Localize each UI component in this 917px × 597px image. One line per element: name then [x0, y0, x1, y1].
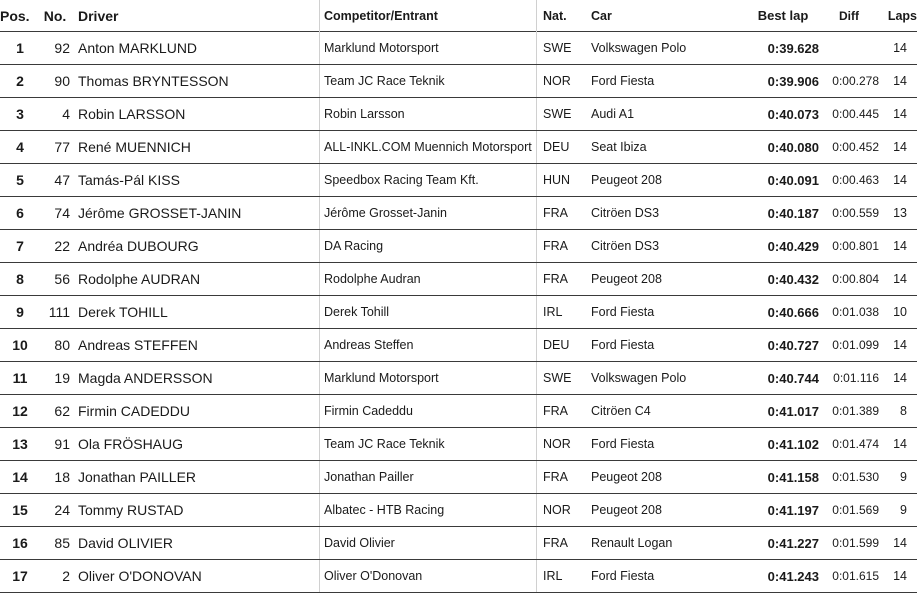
competitor-text: Jérôme Grosset-Janin [324, 206, 447, 220]
cell-nationality: FRA [537, 395, 592, 428]
cell-car: Renault Logan [591, 527, 747, 560]
cell-car: Peugeot 208 [591, 461, 747, 494]
cell-nationality: SWE [537, 32, 592, 65]
cell-competitor [320, 395, 537, 428]
cell-laps: 14 [879, 428, 917, 461]
table-row [0, 164, 917, 197]
cell-competitor [320, 494, 537, 527]
cell-laps: 13 [879, 197, 917, 230]
cell-diff: 0:00.559 [819, 197, 879, 230]
cell-nationality: FRA [537, 230, 592, 263]
cell-competitor [320, 362, 537, 395]
cell-best-lap: 0:40.744 [747, 362, 819, 395]
cell-car: Audi A1 [591, 98, 747, 131]
cell-nationality: IRL [537, 560, 592, 593]
cell-competitor [320, 230, 537, 263]
cell-pos: 14 [0, 461, 40, 494]
table-row [0, 197, 917, 230]
cell-laps: 14 [879, 263, 917, 296]
cell-nationality: NOR [537, 428, 592, 461]
cell-driver: Jonathan PAILLER [70, 461, 320, 494]
competitor-text: Oliver O'Donovan [324, 569, 423, 583]
cell-car: Peugeot 208 [591, 164, 747, 197]
cell-diff: 0:00.452 [819, 131, 879, 164]
cell-best-lap: 0:41.227 [747, 527, 819, 560]
cell-car-number: 24 [40, 494, 70, 527]
cell-diff: 0:01.389 [819, 395, 879, 428]
cell-competitor [320, 32, 537, 65]
cell-competitor [320, 461, 537, 494]
cell-nationality: SWE [537, 98, 592, 131]
cell-nationality: NOR [537, 494, 592, 527]
cell-pos: 6 [0, 197, 40, 230]
cell-competitor [320, 197, 537, 230]
table-row [0, 263, 917, 296]
table-row [0, 560, 917, 593]
table-header [0, 0, 917, 32]
cell-pos: 10 [0, 329, 40, 362]
cell-laps: 14 [879, 65, 917, 98]
cell-laps: 10 [879, 296, 917, 329]
cell-car: Peugeot 208 [591, 494, 747, 527]
header-driver: Driver [78, 7, 119, 24]
cell-driver: Oliver O'DONOVAN [70, 560, 320, 593]
cell-pos: 7 [0, 230, 40, 263]
cell-best-lap: 0:41.017 [747, 395, 819, 428]
cell-driver: Firmin CADEDDU [70, 395, 320, 428]
cell-pos: 1 [0, 32, 40, 65]
cell-car: Volkswagen Polo [591, 362, 747, 395]
cell-laps: 14 [879, 560, 917, 593]
cell-nationality: IRL [537, 296, 592, 329]
cell-driver: Andreas STEFFEN [70, 329, 320, 362]
cell-car-number: 19 [40, 362, 70, 395]
cell-driver: Andréa DUBOURG [70, 230, 320, 263]
cell-best-lap: 0:40.073 [747, 98, 819, 131]
cell-best-lap: 0:41.197 [747, 494, 819, 527]
cell-pos: 4 [0, 131, 40, 164]
cell-competitor [320, 560, 537, 593]
cell-driver: Tamás-Pál KISS [70, 164, 320, 197]
cell-driver: Tommy RUSTAD [70, 494, 320, 527]
competitor-text: David Olivier [324, 536, 395, 550]
cell-diff: 0:01.615 [819, 560, 879, 593]
cell-pos: 17 [0, 560, 40, 593]
cell-nationality: FRA [537, 461, 592, 494]
cell-car: Citröen DS3 [591, 230, 747, 263]
competitor-text: Team JC Race Teknik [324, 74, 445, 88]
header-laps: Laps [887, 8, 917, 23]
cell-driver: René MUENNICH [70, 131, 320, 164]
cell-best-lap: 0:40.080 [747, 131, 819, 164]
cell-competitor [320, 98, 537, 131]
competitor-text: Firmin Cadeddu [324, 404, 413, 418]
cell-diff [819, 32, 879, 65]
cell-car: Ford Fiesta [591, 560, 747, 593]
cell-car-number: 111 [40, 296, 70, 329]
competitor-text: DA Racing [324, 239, 384, 253]
cell-car-number: 56 [40, 263, 70, 296]
cell-pos: 3 [0, 98, 40, 131]
cell-laps: 14 [879, 527, 917, 560]
cell-best-lap: 0:40.429 [747, 230, 819, 263]
cell-laps: 14 [879, 131, 917, 164]
competitor-text: Albatec - HTB Racing [324, 503, 445, 517]
cell-car-number: 85 [40, 527, 70, 560]
cell-pos: 13 [0, 428, 40, 461]
cell-driver: David OLIVIER [70, 527, 320, 560]
header-diff: Diff [839, 8, 859, 23]
competitor-text: ALL-INKL.COM Muennich Motorsport [324, 140, 532, 154]
cell-best-lap: 0:40.432 [747, 263, 819, 296]
cell-laps: 9 [879, 494, 917, 527]
header-nat: Nat. [537, 0, 592, 32]
table-row [0, 230, 917, 263]
cell-diff: 0:00.278 [819, 65, 879, 98]
cell-pos: 11 [0, 362, 40, 395]
cell-best-lap: 0:39.906 [747, 65, 819, 98]
competitor-text: Andreas Steffen [324, 338, 414, 352]
competitor-text: Marklund Motorsport [324, 371, 439, 385]
cell-diff: 0:01.038 [819, 296, 879, 329]
cell-laps: 14 [879, 32, 917, 65]
cell-diff: 0:01.116 [819, 362, 879, 395]
cell-laps: 14 [879, 230, 917, 263]
cell-car: Citröen C4 [591, 395, 747, 428]
cell-car-number: 92 [40, 32, 70, 65]
cell-pos: 12 [0, 395, 40, 428]
cell-driver: Jérôme GROSSET-JANIN [70, 197, 320, 230]
competitor-text: Marklund Motorsport [324, 41, 439, 55]
cell-car: Ford Fiesta [591, 329, 747, 362]
cell-best-lap: 0:40.187 [747, 197, 819, 230]
cell-car-number: 62 [40, 395, 70, 428]
cell-diff: 0:01.599 [819, 527, 879, 560]
cell-best-lap: 0:40.091 [747, 164, 819, 197]
cell-nationality: FRA [537, 263, 592, 296]
cell-diff: 0:00.801 [819, 230, 879, 263]
cell-nationality: HUN [537, 164, 592, 197]
cell-competitor [320, 263, 537, 296]
cell-best-lap: 0:39.628 [747, 32, 819, 65]
cell-diff: 0:01.569 [819, 494, 879, 527]
cell-laps: 9 [879, 461, 917, 494]
competitor-text: Derek Tohill [324, 305, 390, 319]
cell-pos: 8 [0, 263, 40, 296]
table-row [0, 461, 917, 494]
cell-diff: 0:01.474 [819, 428, 879, 461]
table-row [0, 329, 917, 362]
cell-nationality: DEU [537, 329, 592, 362]
cell-nationality: FRA [537, 527, 592, 560]
cell-car-number: 90 [40, 65, 70, 98]
cell-car-number: 47 [40, 164, 70, 197]
competitor-text: Team JC Race Teknik [324, 437, 445, 451]
cell-competitor [320, 428, 537, 461]
cell-laps: 14 [879, 98, 917, 131]
cell-nationality: NOR [537, 65, 592, 98]
cell-diff: 0:00.463 [819, 164, 879, 197]
header-competitor: Competitor/Entrant [320, 0, 537, 32]
cell-competitor [320, 296, 537, 329]
table-row [0, 494, 917, 527]
header-no: No. [43, 7, 67, 24]
table-row [0, 395, 917, 428]
cell-diff: 0:01.099 [819, 329, 879, 362]
cell-pos: 15 [0, 494, 40, 527]
cell-car-number: 77 [40, 131, 70, 164]
cell-driver: Derek TOHILL [70, 296, 320, 329]
cell-car: Volkswagen Polo [591, 32, 747, 65]
cell-car-number: 80 [40, 329, 70, 362]
cell-driver: Thomas BRYNTESSON [70, 65, 320, 98]
cell-car: Seat Ibiza [591, 131, 747, 164]
header-best-lap: Best lap [757, 8, 809, 23]
cell-car-number: 22 [40, 230, 70, 263]
cell-best-lap: 0:41.158 [747, 461, 819, 494]
cell-laps: 8 [879, 395, 917, 428]
cell-competitor [320, 527, 537, 560]
cell-competitor [320, 329, 537, 362]
cell-best-lap: 0:40.666 [747, 296, 819, 329]
table-row [0, 296, 917, 329]
cell-diff: 0:01.530 [819, 461, 879, 494]
competitor-text: Rodolphe Audran [324, 272, 421, 286]
cell-best-lap: 0:41.243 [747, 560, 819, 593]
competitor-text: Jonathan Pailler [324, 470, 414, 484]
cell-competitor [320, 65, 537, 98]
cell-driver: Ola FRÖSHAUG [70, 428, 320, 461]
cell-car: Ford Fiesta [591, 428, 747, 461]
cell-nationality: DEU [537, 131, 592, 164]
table-row [0, 131, 917, 164]
cell-driver: Magda ANDERSSON [70, 362, 320, 395]
header-car: Car [591, 8, 612, 23]
cell-car: Ford Fiesta [591, 296, 747, 329]
cell-car: Citröen DS3 [591, 197, 747, 230]
cell-driver: Robin LARSSON [70, 98, 320, 131]
cell-laps: 14 [879, 329, 917, 362]
competitor-text: Robin Larsson [324, 107, 405, 121]
cell-nationality: FRA [537, 197, 592, 230]
cell-driver: Anton MARKLUND [70, 32, 320, 65]
cell-car-number: 18 [40, 461, 70, 494]
table-row [0, 65, 917, 98]
table-row [0, 98, 917, 131]
table-row [0, 362, 917, 395]
table-body [0, 32, 917, 593]
cell-nationality: SWE [537, 362, 592, 395]
cell-car-number: 4 [40, 98, 70, 131]
cell-competitor [320, 131, 537, 164]
cell-car-number: 2 [40, 560, 70, 593]
cell-best-lap: 0:40.727 [747, 329, 819, 362]
cell-driver: Rodolphe AUDRAN [70, 263, 320, 296]
cell-car: Ford Fiesta [591, 65, 747, 98]
cell-laps: 14 [879, 164, 917, 197]
competitor-text: Speedbox Racing Team Kft. [324, 173, 479, 187]
cell-competitor [320, 164, 537, 197]
cell-diff: 0:00.445 [819, 98, 879, 131]
cell-best-lap: 0:41.102 [747, 428, 819, 461]
header-row [0, 0, 917, 32]
table-row [0, 428, 917, 461]
cell-pos: 2 [0, 65, 40, 98]
header-pos: Pos. [0, 7, 30, 24]
table-row [0, 32, 917, 65]
cell-car-number: 91 [40, 428, 70, 461]
cell-pos: 16 [0, 527, 40, 560]
cell-car: Peugeot 208 [591, 263, 747, 296]
cell-car-number: 74 [40, 197, 70, 230]
cell-diff: 0:00.804 [819, 263, 879, 296]
cell-laps: 14 [879, 362, 917, 395]
table-row [0, 527, 917, 560]
cell-pos: 9 [0, 296, 40, 329]
cell-pos: 5 [0, 164, 40, 197]
